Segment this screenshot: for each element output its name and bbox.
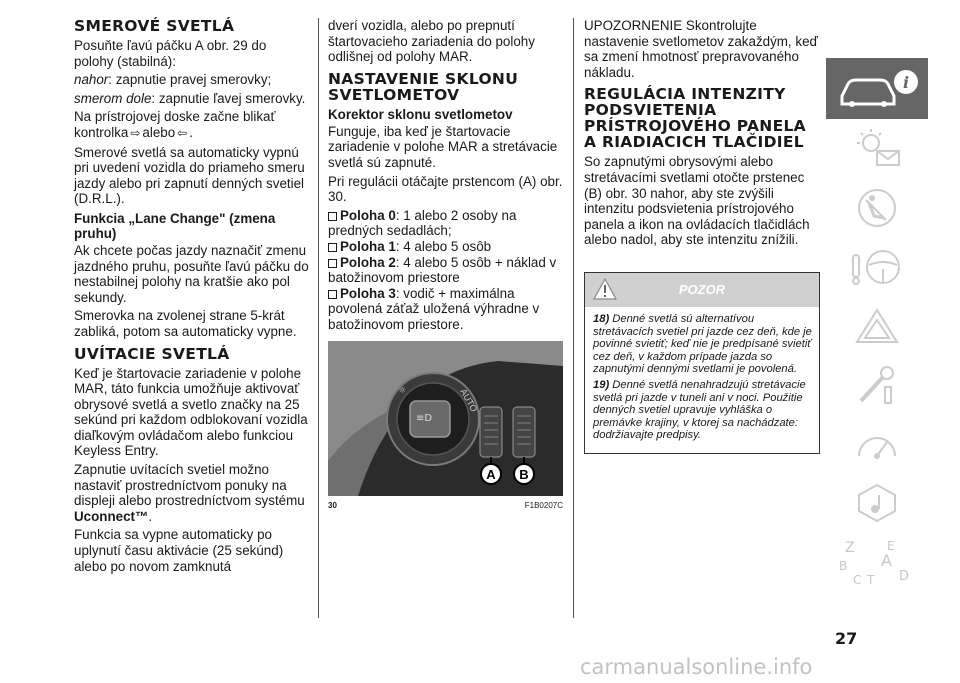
text: Zapnutie uvítacích svetiel možno nastaviť prostredníctvom ponuky na displeji alebo prostredníctvom systému [74,462,305,509]
warning-note [593,313,815,376]
warning-triangle-icon [847,304,907,348]
column-divider [318,18,319,618]
left-column [74,18,309,577]
turn-left-indicator-icon: ⇦ [177,125,188,140]
position-label: Poloha 0 [340,207,396,223]
steering-wheel-icon [847,245,907,289]
airbag-seat-icon [852,186,902,230]
warning-lights-icon [847,127,907,171]
tab-multimedia[interactable] [826,474,928,533]
position-item [328,286,563,333]
specs-gauge-icon [847,422,907,466]
figure-number: 30 [328,500,337,510]
note-number: 19) [593,378,610,391]
paragraph: Ak chcete počas jazdy naznačiť zmenu jazdného pruhu, posuňte ľavú páčku do nestabilnej polohy na kratšie ako pol sekundy. [74,242,309,305]
svg-text:☼: ☼ [398,385,407,396]
paragraph: Posuňte ľavú páčku A obr. 29 do polohy (stabilná): [74,38,267,69]
note-text: Denné svetlá nenahradzujú stretávacie svetlá pri jazde v tuneli ani v noci. Použitie denných svetiel upravuje vyhláška o premávke krajiny, v ktorej sa nachádzate: dodržiavajte predpisy. [593,378,806,442]
svg-text:i: i [902,72,910,92]
checkbox-bullet-icon [328,243,337,252]
paragraph [74,462,309,524]
multimedia-icon [847,481,907,525]
paragraph: Smerové svetlá sa automaticky vypnú pri uvedení vozidla do priameho smeru jazdy alebo pri zapnutí denných svetiel (D.R.L.). [74,144,305,207]
tab-safety[interactable] [826,179,928,238]
index-letter: T [867,573,875,587]
position-text: : 4 alebo 5 osôb + náklad v batožinovom priestore [328,254,557,286]
tab-car-info[interactable] [826,58,928,120]
text: : zapnutie pravej smerovky; [108,72,272,88]
section-heading-headlight-leveling: NASTAVENIE SKLONU SVETLOMETOV [328,69,519,104]
warning-header [585,273,819,307]
note-number: 18) [593,312,610,325]
warning-title: POZOR [678,281,726,297]
page-number: 27 [835,629,858,648]
emphasis: smerom dole [74,90,152,106]
checkbox-bullet-icon [328,212,337,221]
index-letter: A [881,551,892,570]
system-name: Uconnect™ [74,508,149,524]
tab-maintenance[interactable] [826,356,928,415]
text: Na prístrojovej doske začne blikať kontrolka [74,109,276,140]
tab-index[interactable] [826,533,928,592]
position-label: Poloha 1 [340,238,396,254]
column-divider [573,18,574,618]
index-letter: E [887,539,895,553]
paragraph: So zapnutými obrysovými alebo stretávacími svetlami otočte prstenec (B) obr. 30 nahor, aby ste zvýšili intenzitu podsvietenia prístrojového panela a ikon na ovládacích tlačidlách alebo nadol, aby ste intenzitu znížili. [584,154,810,248]
paragraph [74,72,309,88]
text: alebo [142,124,176,140]
emphasis: nahor [74,72,109,88]
note-text: Denné svetlá sú alternatívou stretávacích svetiel pri jazde cez deň, kde je povinné svietiť; keď nie je predpísané svietiť cez deň, v každom prípade jazda so zapnutými dennými svetlami je povolená. [593,312,812,376]
position-item [328,208,563,239]
middle-column [328,18,563,513]
turn-right-indicator-icon: ⇨ [130,125,141,140]
position-item [328,239,563,255]
index-letter: D [899,569,910,584]
position-text: : vodič + maximálna povolená záťaž uložená výhradne v batožinovom priestore. [328,285,540,332]
tab-warning-lights[interactable] [826,120,928,179]
tab-specs[interactable] [826,415,928,474]
position-text: : 4 alebo 5 osôb [395,238,492,254]
svg-text:≡D: ≡D [416,412,433,424]
section-heading-turn-signals: SMEROVÉ SVETLÁ [74,17,235,35]
auto-label: AUTO [458,386,480,414]
warning-triangle-icon [593,278,617,300]
warning-box [584,272,820,454]
section-heading-welcome-lights: UVÍTACIE SVETLÁ [74,344,230,363]
position-label: Poloha 3 [340,285,396,301]
watermark: carmanualsonline.info [580,655,813,679]
paragraph [74,91,309,107]
warning-body [585,307,819,453]
checkbox-bullet-icon [328,259,337,268]
chapter-sidebar [826,58,928,592]
warning-note [593,379,815,442]
paragraph: Funguje, iba keď je štartovacie zariadenie v polohe MAR a stretávacie svetlá sú zapnuté. [328,123,558,170]
position-label: Poloha 2 [340,254,396,270]
paragraph: Smerovka na zvolenej strane 5-krát zabliká, potom sa automaticky vypne. [74,308,297,339]
index-letters-icon [837,536,917,588]
checkbox-bullet-icon [328,290,337,299]
figure-light-switch-photo [328,341,563,496]
car-info-icon [832,66,922,112]
text: : zapnutie ľavej smerovky. [151,90,306,106]
paragraph: Funkcia sa vypne automaticky po uplynutí času aktivácie (25 sekúnd) alebo po novom zamknutá [74,527,284,574]
callout-b: B [519,466,529,482]
figure-code: F1B0207C [524,500,563,510]
text: . [189,124,193,140]
tab-driving[interactable] [826,238,928,297]
paragraph [74,109,309,141]
right-column [584,18,820,454]
paragraph: dverí vozidla, alebo po prepnutí štartovacieho zariadenia do polohy odlišnej od polohy MAR. [328,18,535,65]
callout-a: A [486,466,496,482]
index-letter: C [853,573,862,587]
index-letter: Z [845,540,855,556]
figure-caption [328,498,563,514]
position-item [328,255,563,286]
tab-emergency[interactable] [826,297,928,356]
index-letter: B [839,559,848,573]
section-heading-instrument-dimming: REGULÁCIA INTENZITY PODSVIETENIA PRÍSTROJOVÉHO PANELA A RIADIACICH TLAČIDIEL [584,85,806,152]
paragraph: Keď je štartovacie zariadenie v polohe MAR, táto funkcia umožňuje aktivovať obrysové svetlá a svetlo značky na 25 sekúnd pri každom odblokovaní vozidla diaľkovým ovládačom alebo funkciou Keyless Entry. [74,365,308,459]
tools-icon [847,363,907,407]
text: . [148,508,153,524]
position-text: : 1 alebo 2 osoby na predných sedadlách; [328,207,517,239]
subheading-lane-change: Funkcia „Lane Change" (zmena pruhu) [74,210,276,241]
light-switch-illustration [328,341,563,496]
paragraph: Pri regulácii otáčajte prstencom (A) obr. 30. [328,173,563,205]
subheading-leveling-corrector: Korektor sklonu svetlometov [328,106,513,122]
paragraph: UPOZORNENIE Skontrolujte nastavenie svetlometov zakaždým, keď sa zmení hmotnosť prepravovaného nákladu. [584,18,818,80]
